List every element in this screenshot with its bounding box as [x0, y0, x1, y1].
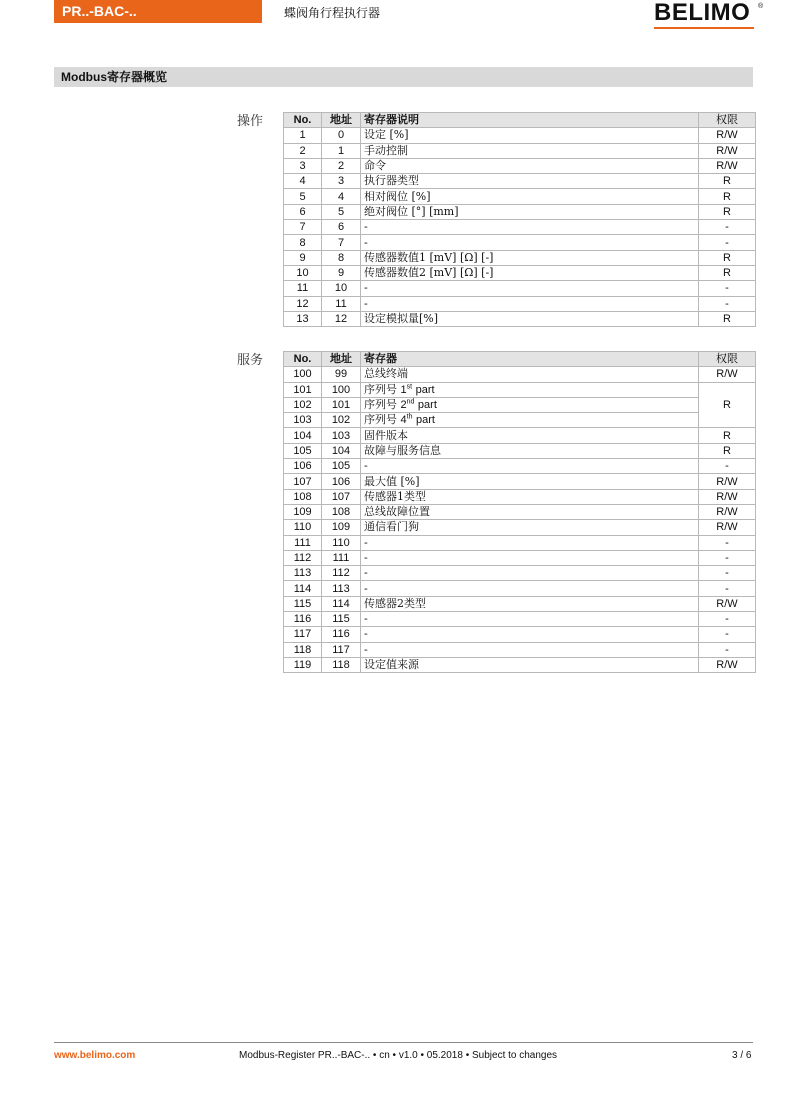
- register-permission: -: [699, 581, 756, 596]
- register-no: 115: [284, 596, 322, 611]
- table-row: [284, 204, 756, 219]
- register-permission: R/W: [699, 128, 756, 143]
- register-no: 110: [284, 520, 322, 535]
- register-no: 2: [284, 143, 322, 158]
- register-no: 9: [284, 250, 322, 265]
- register-description: 传感器2类型: [361, 596, 699, 611]
- register-description: -: [361, 550, 699, 565]
- footer-document-info: Modbus-Register PR..-BAC-.. • cn • v1.0 • 05.2018 • Subject to changes: [239, 1050, 558, 1061]
- register-address: 9: [322, 265, 361, 280]
- ops-label: 操作: [237, 114, 264, 129]
- register-description: [361, 382, 699, 397]
- table-row: [284, 489, 756, 504]
- register-permission: R: [699, 189, 756, 204]
- table-row: [284, 520, 756, 535]
- table-row: [284, 657, 756, 672]
- register-no: 106: [284, 459, 322, 474]
- registered-mark: ®: [758, 3, 764, 10]
- register-permission: -: [699, 459, 756, 474]
- register-address: 5: [322, 204, 361, 219]
- table-row: [284, 367, 756, 382]
- register-permission: R/W: [699, 504, 756, 519]
- register-description: 总线终端: [361, 367, 699, 382]
- register-address: 0: [322, 128, 361, 143]
- register-permission: R: [699, 428, 756, 443]
- register-no: 5: [284, 189, 322, 204]
- register-description: -: [361, 220, 699, 235]
- register-address: 2: [322, 158, 361, 173]
- register-permission: R/W: [699, 367, 756, 382]
- register-no: 111: [284, 535, 322, 550]
- register-address: 106: [322, 474, 361, 489]
- register-description: 传感器数值2 [mV] [Ω] [-]: [361, 265, 699, 280]
- table-row: [284, 596, 756, 611]
- register-no: 11: [284, 281, 322, 296]
- col-permission-header: 权限: [699, 352, 756, 367]
- register-permission: R/W: [699, 489, 756, 504]
- register-no: 12: [284, 296, 322, 311]
- register-permission: -: [699, 627, 756, 642]
- register-address: 111: [322, 550, 361, 565]
- register-no: 8: [284, 235, 322, 250]
- register-address: 6: [322, 220, 361, 235]
- table-row: [284, 174, 756, 189]
- table-row: [284, 265, 756, 280]
- table-row: [284, 220, 756, 235]
- table-row: [284, 250, 756, 265]
- register-description: [361, 413, 699, 428]
- register-permission: R/W: [699, 143, 756, 158]
- register-address: 102: [322, 413, 361, 428]
- register-address: 114: [322, 596, 361, 611]
- register-description: 手动控制: [361, 143, 699, 158]
- register-description: 固件版本: [361, 428, 699, 443]
- register-permission: R: [699, 174, 756, 189]
- col-description-header: 寄存器: [361, 352, 699, 367]
- page-number: 3 / 6: [732, 1050, 752, 1061]
- serial-prefix: 序列号: [364, 413, 401, 427]
- part-word: part: [415, 414, 435, 427]
- register-permission: R: [699, 382, 756, 428]
- operations-register-table: [283, 112, 756, 327]
- register-permission: -: [699, 535, 756, 550]
- register-address: 112: [322, 566, 361, 581]
- register-description: -: [361, 281, 699, 296]
- register-permission: R/W: [699, 596, 756, 611]
- register-permission: -: [699, 220, 756, 235]
- register-address: 118: [322, 657, 361, 672]
- document-title: 蝶阀角行程执行器: [284, 6, 381, 20]
- register-description: -: [361, 627, 699, 642]
- register-no: 112: [284, 550, 322, 565]
- register-address: 113: [322, 581, 361, 596]
- register-description: 命令: [361, 158, 699, 173]
- table-row: [284, 143, 756, 158]
- svc-label: 服务: [237, 353, 264, 368]
- register-address: 1: [322, 143, 361, 158]
- register-address: 115: [322, 612, 361, 627]
- register-address: 99: [322, 367, 361, 382]
- table-row: [284, 428, 756, 443]
- table-row: [284, 535, 756, 550]
- register-permission: R: [699, 311, 756, 326]
- serial-part-number: 1: [400, 383, 407, 396]
- register-permission: -: [699, 235, 756, 250]
- table-row: [284, 311, 756, 326]
- register-no: 117: [284, 627, 322, 642]
- register-permission: -: [699, 296, 756, 311]
- table-row: [284, 612, 756, 627]
- register-permission: R/W: [699, 158, 756, 173]
- table-row: [284, 382, 756, 397]
- table-row: [284, 158, 756, 173]
- table-row: [284, 504, 756, 519]
- register-address: 108: [322, 504, 361, 519]
- register-description: 通信看门狗: [361, 520, 699, 535]
- logo-underline: [654, 27, 754, 29]
- footer-divider: [54, 1042, 753, 1043]
- register-description: -: [361, 566, 699, 581]
- register-no: 104: [284, 428, 322, 443]
- register-address: 117: [322, 642, 361, 657]
- register-no: 10: [284, 265, 322, 280]
- register-description: [361, 397, 699, 412]
- register-no: 107: [284, 474, 322, 489]
- register-description: -: [361, 296, 699, 311]
- register-no: 108: [284, 489, 322, 504]
- table-row: [284, 459, 756, 474]
- register-address: 116: [322, 627, 361, 642]
- register-description: 设定 [%]: [361, 128, 699, 143]
- register-no: 109: [284, 504, 322, 519]
- register-no: 4: [284, 174, 322, 189]
- col-address-header: 地址: [322, 352, 361, 367]
- register-permission: -: [699, 642, 756, 657]
- table-row: [284, 642, 756, 657]
- register-description: -: [361, 459, 699, 474]
- register-permission: R/W: [699, 657, 756, 672]
- register-no: 113: [284, 566, 322, 581]
- register-description: 总线故障位置: [361, 504, 699, 519]
- register-address: 101: [322, 397, 361, 412]
- register-description: 传感器数值1 [mV] [Ω] [-]: [361, 250, 699, 265]
- table-row: [284, 627, 756, 642]
- register-address: 10: [322, 281, 361, 296]
- ordinal-suffix: nd: [406, 398, 415, 406]
- register-description: 相对阀位 [%]: [361, 189, 699, 204]
- footer-website-link[interactable]: www.belimo.com: [54, 1050, 136, 1061]
- register-description: 最大值 [%]: [361, 474, 699, 489]
- register-description: -: [361, 581, 699, 596]
- register-no: 114: [284, 581, 322, 596]
- register-description: -: [361, 235, 699, 250]
- register-description: -: [361, 535, 699, 550]
- register-no: 101: [284, 382, 322, 397]
- register-permission: R/W: [699, 520, 756, 535]
- register-permission: -: [699, 550, 756, 565]
- table-row: [284, 128, 756, 143]
- col-address-header: 地址: [322, 113, 361, 128]
- table-row: [284, 397, 756, 412]
- logo-text: BELIMO: [654, 0, 751, 26]
- register-no: 6: [284, 204, 322, 219]
- register-description: 绝对阀位 [°] [mm]: [361, 204, 699, 219]
- serial-part-number: 4: [400, 414, 407, 427]
- part-word: part: [417, 399, 437, 412]
- register-permission: R/W: [699, 474, 756, 489]
- table-row: [284, 474, 756, 489]
- register-no: 1: [284, 128, 322, 143]
- register-address: 3: [322, 174, 361, 189]
- register-no: 119: [284, 657, 322, 672]
- ordinal-suffix: st: [406, 383, 413, 391]
- register-address: 104: [322, 443, 361, 458]
- register-no: 13: [284, 311, 322, 326]
- col-no-header: No.: [284, 352, 322, 367]
- register-description: 故障与服务信息: [361, 443, 699, 458]
- register-no: 7: [284, 220, 322, 235]
- register-no: 105: [284, 443, 322, 458]
- register-permission: -: [699, 281, 756, 296]
- table-row: [284, 235, 756, 250]
- register-no: 118: [284, 642, 322, 657]
- register-permission: R: [699, 204, 756, 219]
- register-address: 7: [322, 235, 361, 250]
- model-tag: PR..-BAC-..: [54, 0, 262, 23]
- register-no: 103: [284, 413, 322, 428]
- register-address: 4: [322, 189, 361, 204]
- table-row: [284, 296, 756, 311]
- col-no-header: No.: [284, 113, 322, 128]
- belimo-logo: [654, 0, 764, 31]
- ordinal-suffix: th: [406, 413, 413, 421]
- register-no: 102: [284, 397, 322, 412]
- register-permission: R: [699, 250, 756, 265]
- serial-prefix: 序列号: [364, 382, 401, 396]
- table-row: [284, 581, 756, 596]
- register-description: 设定模拟量[%]: [361, 311, 699, 326]
- register-address: 103: [322, 428, 361, 443]
- register-address: 11: [322, 296, 361, 311]
- register-permission: -: [699, 566, 756, 581]
- table-row: [284, 443, 756, 458]
- serial-part-number: 2: [400, 399, 407, 412]
- register-permission: R: [699, 443, 756, 458]
- register-address: 107: [322, 489, 361, 504]
- register-no: 100: [284, 367, 322, 382]
- part-word: part: [415, 383, 435, 396]
- register-address: 110: [322, 535, 361, 550]
- section-title: Modbus寄存器概览: [54, 67, 753, 87]
- register-description: 执行器类型: [361, 174, 699, 189]
- table-row: [284, 281, 756, 296]
- register-address: 105: [322, 459, 361, 474]
- register-description: -: [361, 612, 699, 627]
- table-row: [284, 550, 756, 565]
- register-address: 8: [322, 250, 361, 265]
- register-description: 设定值来源: [361, 657, 699, 672]
- register-permission: R: [699, 265, 756, 280]
- table-header-row: [284, 352, 756, 367]
- register-address: 12: [322, 311, 361, 326]
- register-no: 116: [284, 612, 322, 627]
- table-header-row: [284, 113, 756, 128]
- col-permission-header: 权限: [699, 113, 756, 128]
- col-description-header: 寄存器说明: [361, 113, 699, 128]
- register-address: 109: [322, 520, 361, 535]
- register-description: 传感器1类型: [361, 489, 699, 504]
- service-register-table: [283, 351, 756, 673]
- table-row: [284, 413, 756, 428]
- register-no: 3: [284, 158, 322, 173]
- register-description: -: [361, 642, 699, 657]
- serial-prefix: 序列号: [364, 398, 401, 412]
- register-address: 100: [322, 382, 361, 397]
- table-row: [284, 189, 756, 204]
- register-permission: -: [699, 612, 756, 627]
- table-row: [284, 566, 756, 581]
